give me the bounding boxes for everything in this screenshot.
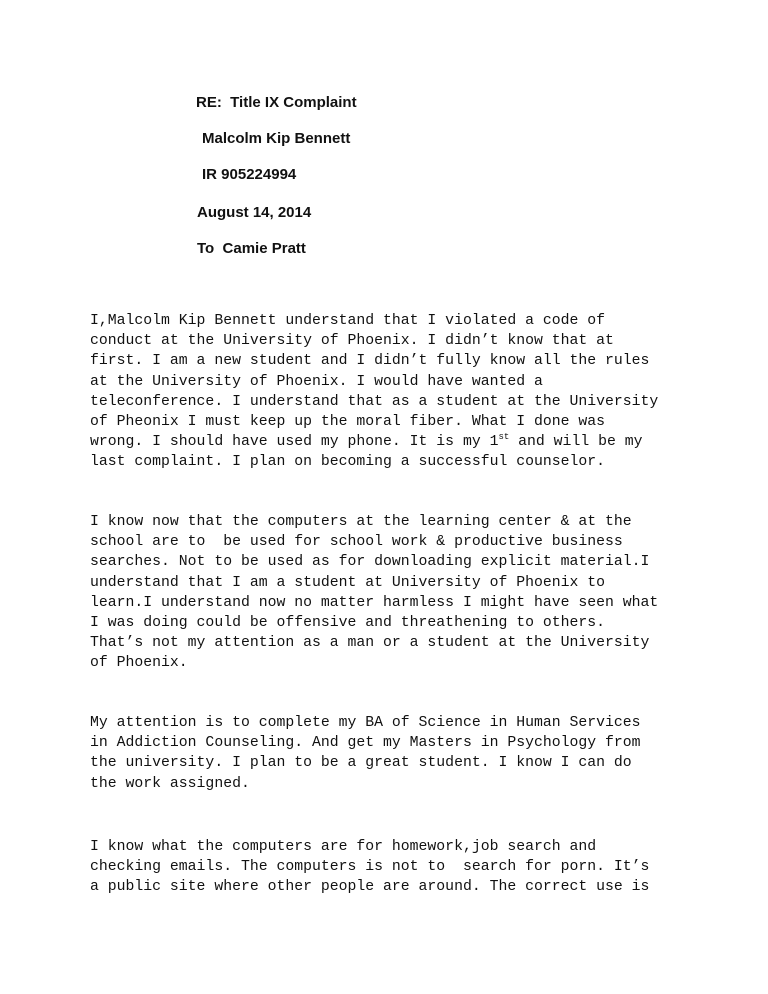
text-line: I know what the computers are for homework,job search and (90, 839, 597, 855)
text-line: understand that I am a student at University of Phoenix to (90, 574, 606, 591)
text-line: in Addiction Counseling. And get my Masters in Psychology from (90, 735, 641, 752)
text-line: teleconference. I understand that as a student at the University (90, 393, 659, 410)
text-line: I know now that the computers at the learning center & at the (90, 514, 632, 530)
subject-line: RE: Title IX Complaint (196, 94, 357, 111)
text-line: of Pheonix I must keep up the moral fiber. What I done was (90, 414, 606, 431)
text-line: I was doing could be offensive and threathening to others. (90, 615, 606, 632)
text-line: I,Malcolm Kip Bennett understand that I violated a code of (90, 313, 606, 329)
paragraph-3 (90, 713, 690, 794)
text-line: My attention is to complete my BA of Science in Human Services (90, 715, 641, 731)
text-line: first. I am a new student and I didn’t fully know all the rules (90, 353, 650, 370)
name-line: Malcolm Kip Bennett (202, 130, 351, 147)
text-line: last complaint. I plan on becoming a successful counselor. (90, 454, 606, 471)
text-line: school are to be used for school work & productive business (90, 534, 623, 551)
text-line: conduct at the University of Phoenix. I didn’t know that at (90, 333, 614, 350)
paragraph-1 (90, 311, 690, 473)
date-line: August 14, 2014 (197, 204, 312, 221)
text-line: searches. Not to be used as for downloading explicit material.I (90, 554, 650, 571)
text-line: of Phoenix. (90, 655, 188, 672)
text-line: the university. I plan to be a great student. I know I can do (90, 755, 632, 772)
ordinal-superscript: st (498, 432, 510, 443)
paragraph-2 (90, 512, 690, 674)
recipient-line: To Camie Pratt (197, 240, 306, 257)
text-line: That’s not my attention as a man or a student at the University (90, 635, 650, 652)
text-line: the work assigned. (90, 775, 250, 792)
ir-number-line: IR 905224994 (202, 166, 297, 183)
text-segment: and will be my (509, 434, 643, 451)
paragraph-4 (90, 837, 690, 898)
text-line: at the University of Phoenix. I would have wanted a (90, 373, 543, 390)
text-line: checking emails. The computers is not to search for porn. It’s (90, 859, 650, 876)
text-line: learn.I understand now no matter harmless I might have seen what (90, 594, 659, 611)
text-line (90, 432, 690, 452)
text-line: a public site where other people are around. The correct use is (90, 879, 650, 896)
text-segment: wrong. I should have used my phone. It is my 1 (90, 434, 499, 451)
